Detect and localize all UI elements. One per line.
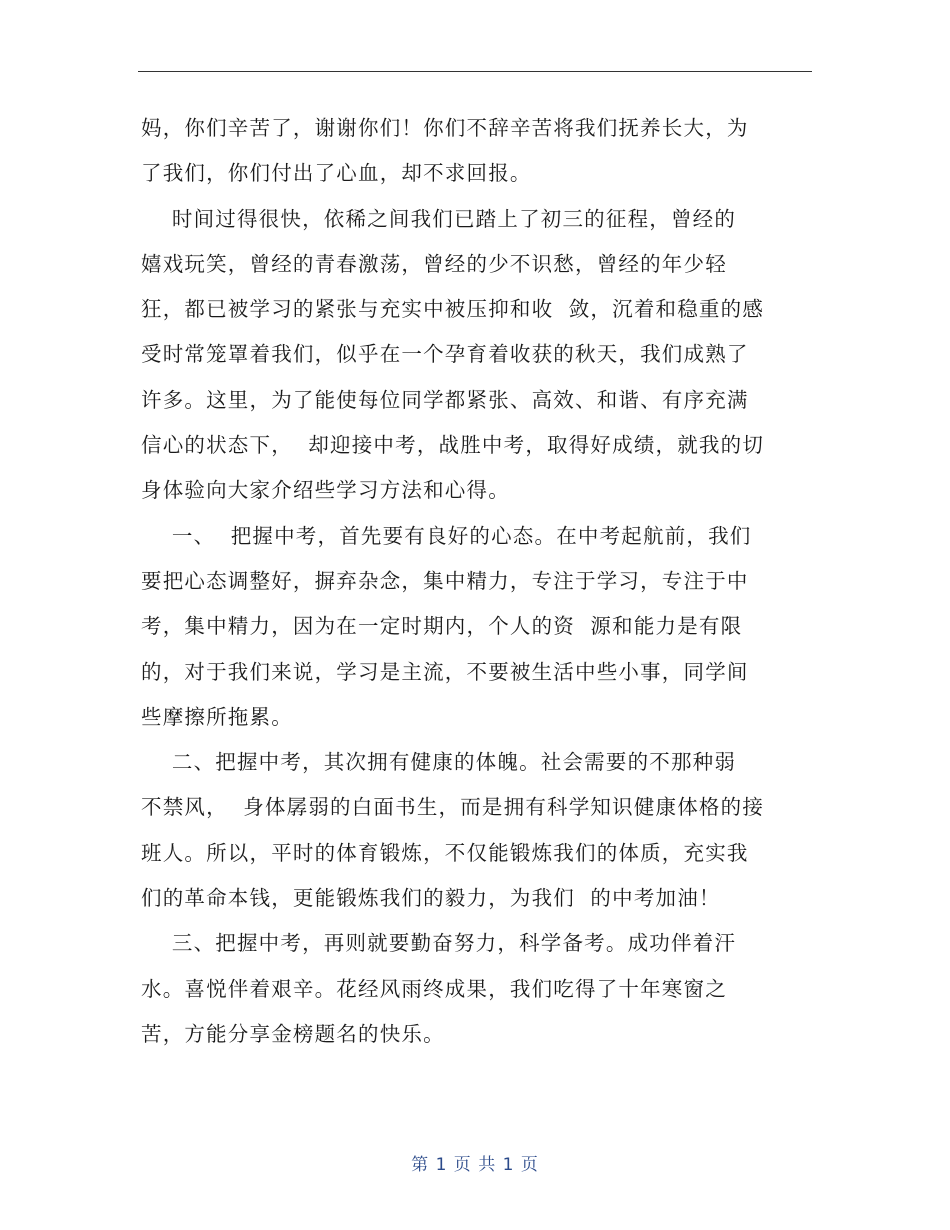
body-line: 妈，你们辛苦了，谢谢你们！你们不辞辛苦将我们抚养长大，为 xyxy=(141,116,749,140)
body-line: 时间过得很快，依稀之间我们已踏上了初三的征程，曾经的 xyxy=(141,206,737,231)
body-line: 考，集中精力，因为在一定时期内，个人的资 源和能力是有限 xyxy=(141,614,743,639)
body-line: 些摩擦所拖累。 xyxy=(141,704,293,729)
body-line: 一、 把握中考，首先要有良好的心态。在中考起航前，我们 xyxy=(141,523,752,548)
body-line: 三、把握中考，再则就要勤奋努力，科学备考。成功伴着汗 xyxy=(141,931,737,956)
header-rule xyxy=(138,71,812,72)
body-line: 的，对于我们来说，学习是主流，不要被生活中些小事，同学间 xyxy=(141,659,749,684)
document-body xyxy=(141,106,807,1057)
body-line: 身体验向大家介绍些学习方法和心得。 xyxy=(141,478,510,503)
body-line: 们的革命本钱，更能锻炼我们的毅力，为我们 的中考加油！ xyxy=(141,886,721,911)
body-line: 二、把握中考，其次拥有健康的体魄。社会需要的不那种弱 xyxy=(141,750,737,775)
body-line: 要把心态调整好，摒弃杂念，集中精力，专注于学习，专注于中 xyxy=(141,568,749,593)
body-line: 信心的状态下， 却迎接中考，战胜中考，取得好成绩，就我的切 xyxy=(141,433,765,458)
body-line: 班人。所以，平时的体育锻炼，不仅能锻炼我们的体质，充实我 xyxy=(141,840,749,865)
body-line: 了我们，你们付出了心血，却不求回报。 xyxy=(141,161,532,186)
body-line: 受时常笼罩着我们，似乎在一个孕育着收获的秋天，我们成熟了 xyxy=(141,342,749,367)
body-line: 嬉戏玩笑，曾经的青春激荡，曾经的少不识愁，曾经的年少轻 xyxy=(141,251,727,276)
body-line: 不禁风， 身体孱弱的白面书生，而是拥有科学知识健康体格的接 xyxy=(141,795,765,820)
body-line: 苦，方能分享金榜题名的快乐。 xyxy=(141,1021,445,1046)
body-line: 许多。这里，为了能使每位同学都紧张、高效、和谐、有序充满 xyxy=(141,387,749,412)
body-line: 狂，都已被学习的紧张与充实中被压抑和收 敛，沉着和稳重的感 xyxy=(141,297,765,322)
page-number-footer: 第 1 页 共 1 页 xyxy=(411,1155,539,1175)
body-line: 水。喜悦伴着艰辛。花经风雨终成果，我们吃得了十年寒窗之 xyxy=(141,976,727,1001)
